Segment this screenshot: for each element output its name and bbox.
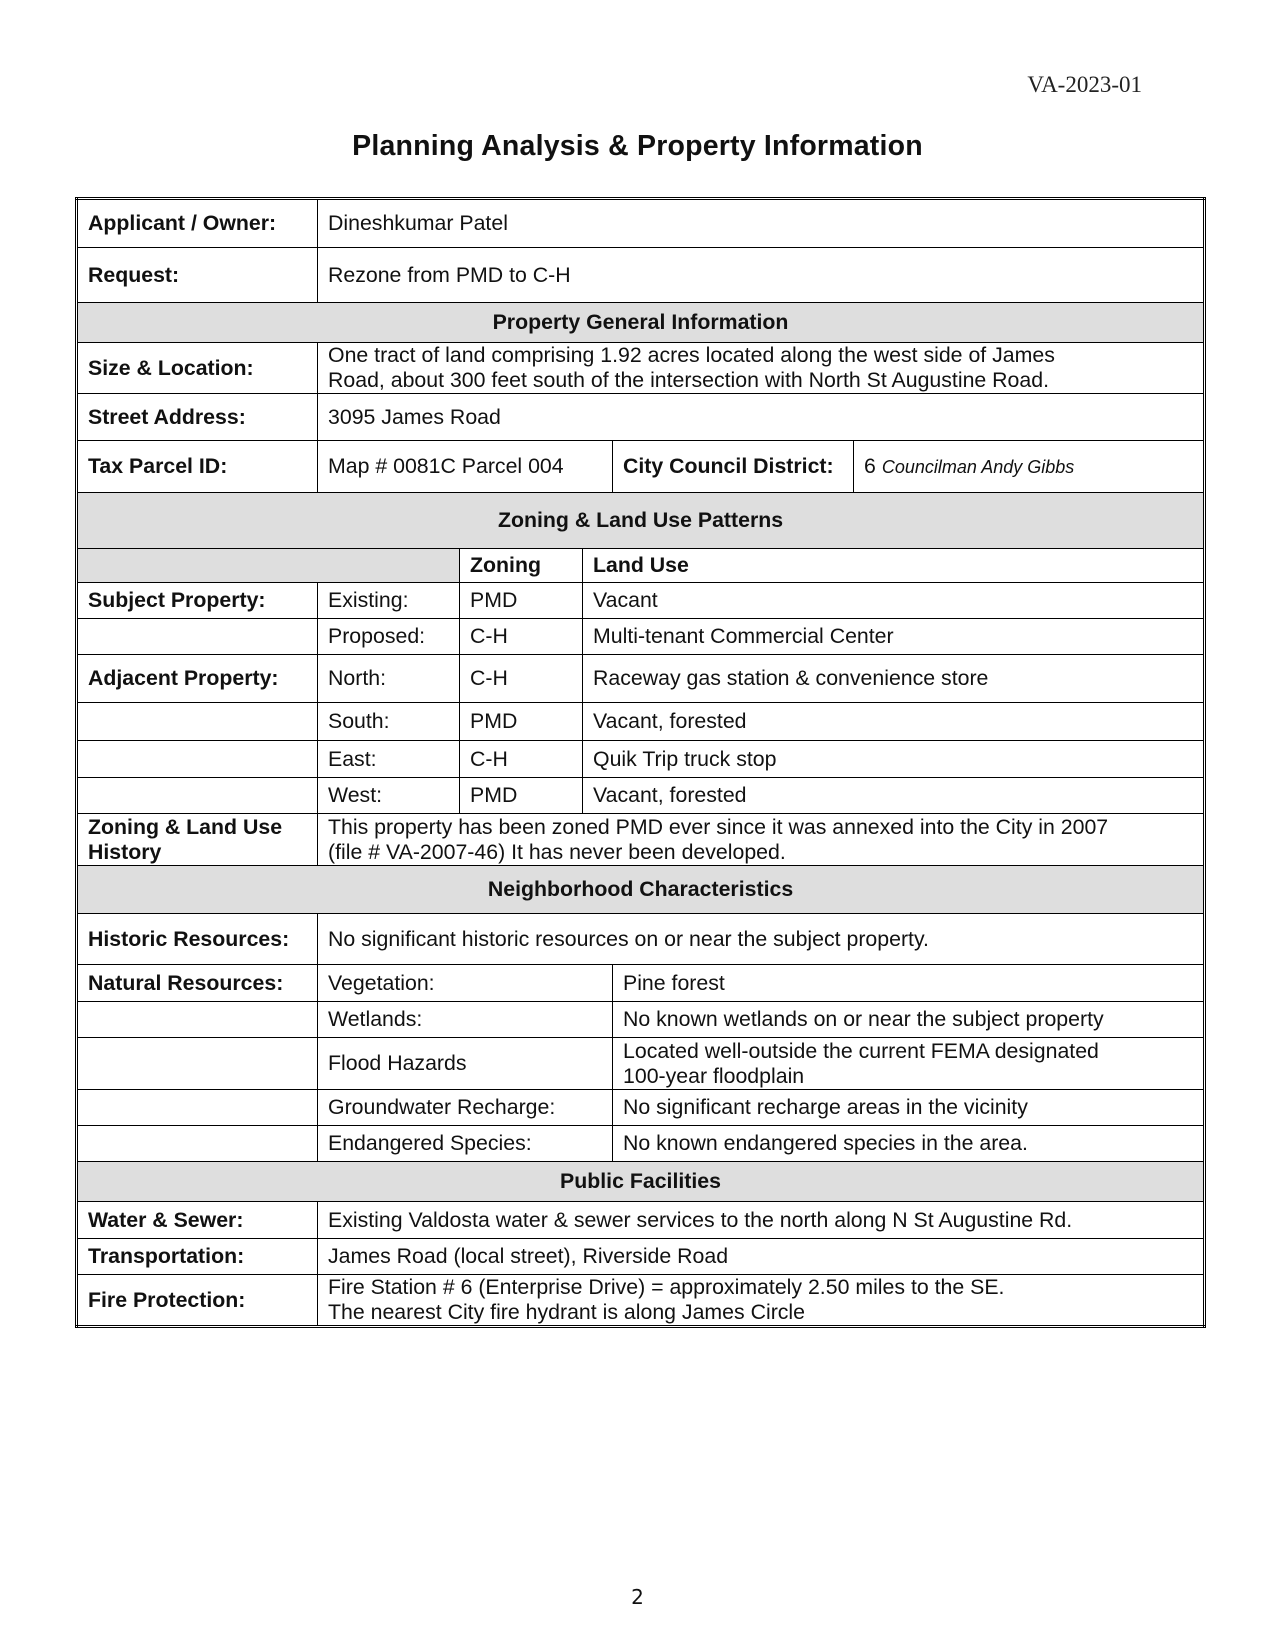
zoning-history-line1: This property has been zoned PMD ever since it was annexed into the City in 2007	[328, 814, 1109, 839]
adjacent-zoning: PMD	[460, 703, 583, 741]
adjacent-land-use: Quik Trip truck stop	[583, 741, 1205, 778]
zoning-blank-header	[77, 549, 460, 583]
transportation-value: James Road (local street), Riverside Road	[318, 1239, 1205, 1275]
natural-item: Vegetation:	[318, 965, 613, 1002]
size-location-line2: Road, about 300 feet south of the intersection with North St Augustine Road.	[328, 368, 1050, 392]
file-number: VA-2023-01	[1027, 72, 1142, 97]
subject-existing-row	[77, 583, 1205, 619]
subject-zoning: C-H	[460, 619, 583, 655]
natural-value: No known wetlands on or near the subject property	[613, 1002, 1205, 1038]
section-header-public	[77, 1162, 1205, 1202]
flood-hazards-line2: 100-year floodplain	[623, 1063, 805, 1088]
natural-value: Pine forest	[613, 965, 1205, 1002]
empty-label-cell	[77, 741, 318, 778]
size-location-row	[77, 343, 1205, 394]
size-location-label: Size & Location:	[77, 343, 318, 394]
request-row	[77, 248, 1205, 303]
subject-direction: Proposed:	[318, 619, 460, 655]
natural-value: No significant recharge areas in the vicinity	[613, 1090, 1205, 1126]
natural-endangered-row	[77, 1126, 1205, 1162]
natural-groundwater-row	[77, 1090, 1205, 1126]
subject-land-use: Vacant	[583, 583, 1205, 619]
adjacent-direction: South:	[318, 703, 460, 741]
street-address-value: 3095 James Road	[318, 394, 1205, 441]
applicant-label: Applicant / Owner:	[77, 199, 318, 248]
natural-resources-label: Natural Resources:	[77, 965, 318, 1002]
size-location-value	[318, 343, 1205, 394]
adjacent-zoning: C-H	[460, 741, 583, 778]
tax-parcel-value: Map # 0081C Parcel 004	[318, 441, 613, 493]
adjacent-direction: West:	[318, 778, 460, 814]
land-use-col-header: Land Use	[583, 549, 1205, 583]
adjacent-zoning: C-H	[460, 655, 583, 703]
section-header-zoning	[77, 493, 1205, 549]
empty-label-cell	[77, 1090, 318, 1126]
flood-hazards-line1: Located well-outside the current FEMA designated	[623, 1038, 1099, 1063]
neighborhood-header: Neighborhood Characteristics	[77, 866, 1205, 914]
council-district-value	[854, 441, 1205, 493]
water-sewer-value: Existing Valdosta water & sewer services to the north along N St Augustine Rd.	[318, 1202, 1205, 1239]
council-district-number: 6	[864, 453, 876, 478]
zoning-history-value	[318, 814, 1205, 866]
property-info-table	[75, 197, 1206, 1328]
empty-label-cell	[77, 703, 318, 741]
historic-resources-label: Historic Resources:	[77, 914, 318, 965]
zoning-history-row	[77, 814, 1205, 866]
transportation-label: Transportation:	[77, 1239, 318, 1275]
adjacent-property-label: Adjacent Property:	[77, 655, 318, 703]
zoning-header: Zoning & Land Use Patterns	[77, 493, 1205, 549]
property-info-sheet	[75, 197, 1203, 1328]
size-location-line1: One tract of land comprising 1.92 acres located along the west side of James	[328, 343, 1055, 367]
adjacent-land-use: Vacant, forested	[583, 778, 1205, 814]
subject-land-use: Multi-tenant Commercial Center	[583, 619, 1205, 655]
fire-protection-line1: Fire Station # 6 (Enterprise Drive) = approximately 2.50 miles to the SE.	[328, 1275, 1005, 1299]
adjacent-direction: East:	[318, 741, 460, 778]
street-address-label: Street Address:	[77, 394, 318, 441]
subject-proposed-row	[77, 619, 1205, 655]
natural-vegetation-row	[77, 965, 1205, 1002]
empty-label-cell	[77, 778, 318, 814]
request-value: Rezone from PMD to C-H	[318, 248, 1205, 303]
section-header-property	[77, 303, 1205, 343]
fire-protection-line2: The nearest City fire hydrant is along James Circle	[328, 1300, 806, 1324]
zoning-column-headers	[77, 549, 1205, 583]
applicant-row	[77, 199, 1205, 248]
natural-wetlands-row	[77, 1002, 1205, 1038]
section-header-neighborhood	[77, 866, 1205, 914]
natural-item: Flood Hazards	[318, 1038, 613, 1090]
fire-protection-value	[318, 1275, 1205, 1327]
request-label: Request:	[77, 248, 318, 303]
property-general-header: Property General Information	[77, 303, 1205, 343]
page-title: Planning Analysis & Property Information	[352, 130, 923, 162]
tax-parcel-row	[77, 441, 1205, 493]
historic-resources-row	[77, 914, 1205, 965]
zoning-col-header: Zoning	[460, 549, 583, 583]
empty-label-cell	[77, 1126, 318, 1162]
natural-item: Groundwater Recharge:	[318, 1090, 613, 1126]
adjacent-north-row	[77, 655, 1205, 703]
applicant-value: Dineshkumar Patel	[318, 199, 1205, 248]
zoning-history-line2: (file # VA-2007-46) It has never been developed.	[328, 839, 786, 864]
water-sewer-label: Water & Sewer:	[77, 1202, 318, 1239]
empty-label-cell	[77, 619, 318, 655]
fire-protection-label: Fire Protection:	[77, 1275, 318, 1327]
natural-item: Wetlands:	[318, 1002, 613, 1038]
council-district-note: Councilman Andy Gibbs	[881, 456, 1075, 477]
tax-parcel-label: Tax Parcel ID:	[77, 441, 318, 493]
natural-flood-row	[77, 1038, 1205, 1090]
adjacent-east-row	[77, 741, 1205, 778]
fire-protection-row	[77, 1275, 1205, 1327]
council-district-label: City Council District:	[613, 441, 854, 493]
empty-label-cell	[77, 1038, 318, 1090]
historic-resources-value: No significant historic resources on or near the subject property.	[318, 914, 1205, 965]
zoning-history-label	[77, 814, 318, 866]
adjacent-south-row	[77, 703, 1205, 741]
zoning-history-label-line2: History	[88, 839, 162, 864]
subject-zoning: PMD	[460, 583, 583, 619]
adjacent-west-row	[77, 778, 1205, 814]
water-sewer-row	[77, 1202, 1205, 1239]
transportation-row	[77, 1239, 1205, 1275]
adjacent-zoning: PMD	[460, 778, 583, 814]
subject-direction: Existing:	[318, 583, 460, 619]
natural-value: No known endangered species in the area.	[613, 1126, 1205, 1162]
street-address-row	[77, 394, 1205, 441]
adjacent-land-use: Raceway gas station & convenience store	[583, 655, 1205, 703]
zoning-history-label-line1: Zoning & Land Use	[88, 814, 283, 839]
natural-value	[613, 1038, 1205, 1090]
public-facilities-header: Public Facilities	[77, 1162, 1205, 1202]
natural-item: Endangered Species:	[318, 1126, 613, 1162]
adjacent-direction: North:	[318, 655, 460, 703]
adjacent-land-use: Vacant, forested	[583, 703, 1205, 741]
subject-property-label: Subject Property:	[77, 583, 318, 619]
empty-label-cell	[77, 1002, 318, 1038]
page-number: 2	[631, 1585, 644, 1609]
